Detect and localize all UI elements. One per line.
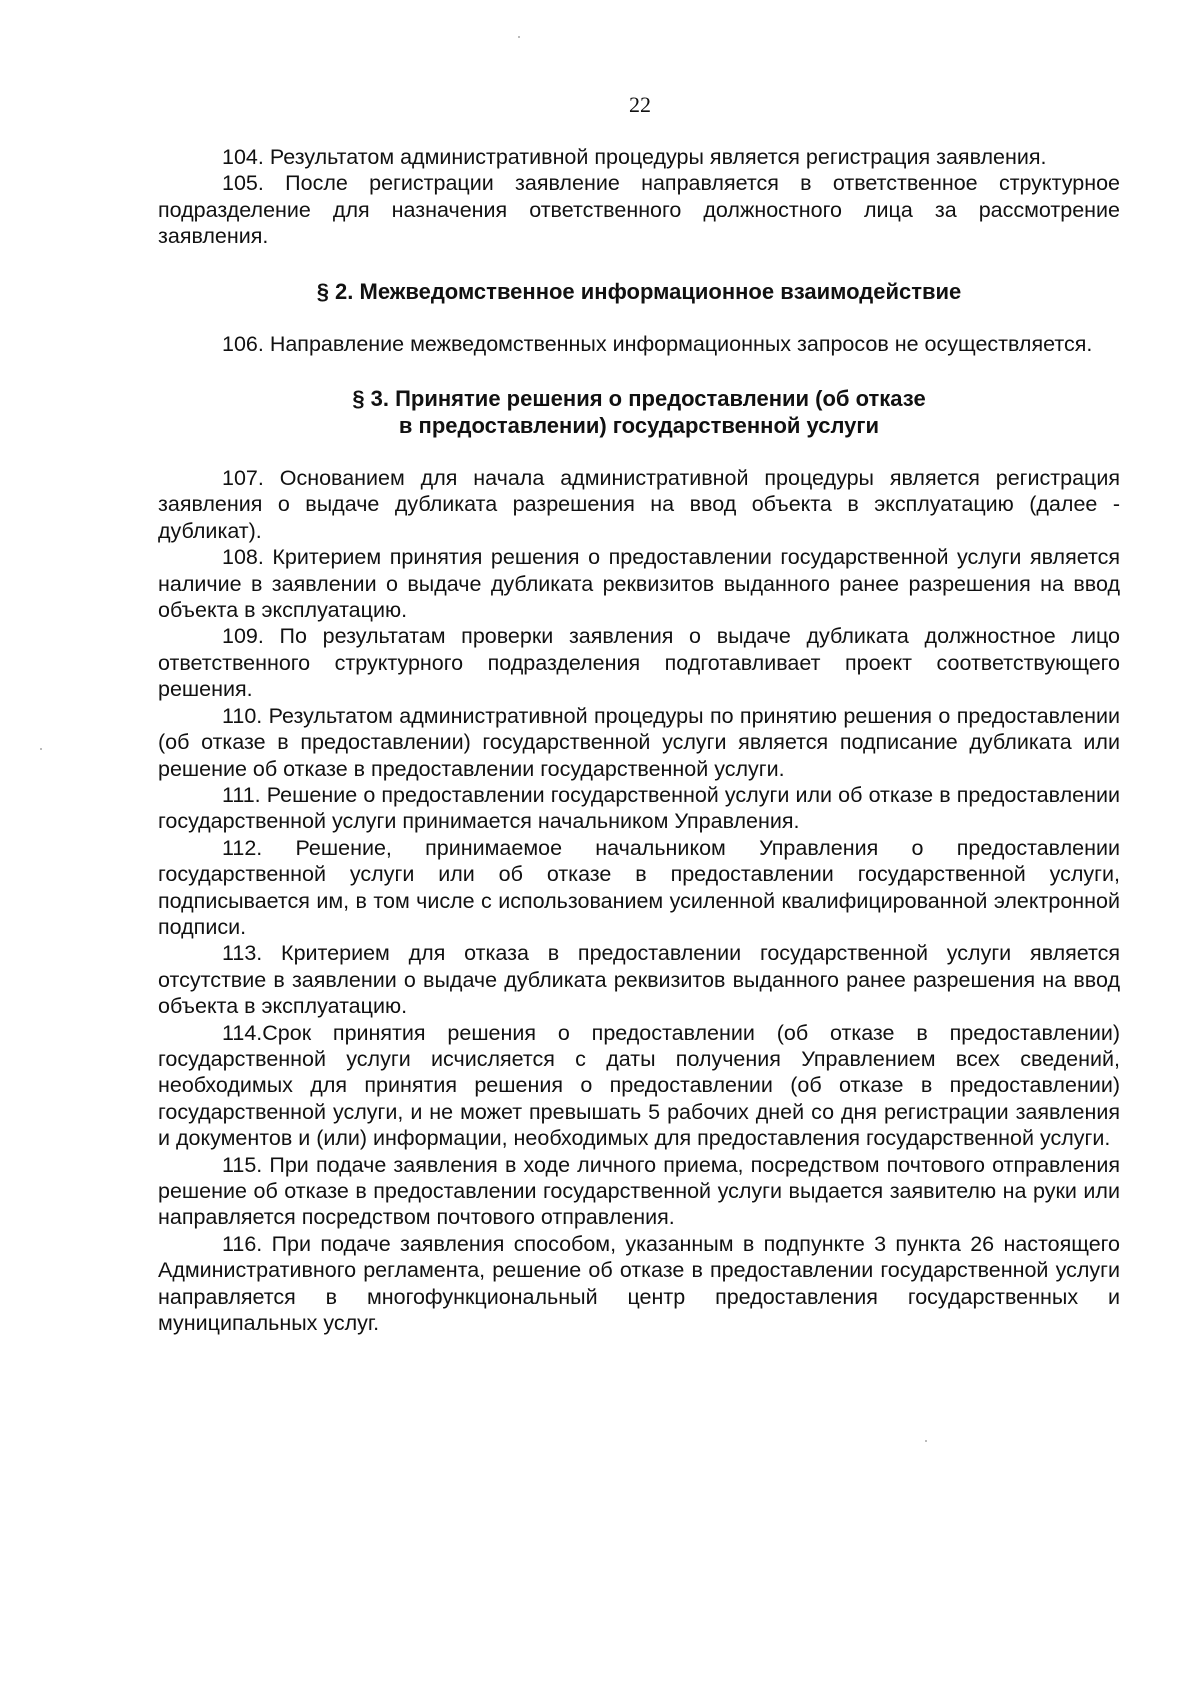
paragraph-113: 113. Критерием для отказа в предоставлении государственной услуги является отсутствие в заявлении о выдаче дубликата реквизитов выданного ранее разрешения на ввод объекта в эксплуатацию. [158,941,1120,1019]
paragraph-107: 107. Основанием для начала административной процедуры является регистрация заявления о выдаче дубликата разрешения на ввод объекта в эксплуатацию (далее - дубликат). [158,466,1120,543]
page-number: 22 [629,92,651,117]
paragraph-111: 111. Решение о предоставлении государственной услуги или об отказе в предоставлении государственной услуги принимается начальником Управления. [158,782,1120,834]
paragraph-112: 112. Решение, принимаемое начальником Управления о предоставлении государственной услуги или об отказе в предоставлении государственной услуги, подписывается им, в том числе с использованием усиленной квалифицированной электронной подписи. [158,835,1120,939]
document-body [158,144,1120,1336]
section-3-heading-line-1: § 3. Принятие решения о предоставлении (об отказе [352,386,926,412]
paragraph-116: 116. При подаче заявления способом, указанным в подпункте 3 пункта 26 настоящего Административного регламента, решение об отказе в предоставлении государственной услуги направляется в многофункциональный центр предоставления государственных и муниципальных услуг. [158,1231,1120,1336]
paragraph-108: 108. Критерием принятия решения о предоставлении государственной услуги является наличие в заявлении о выдаче дубликата реквизитов выданного ранее разрешения на ввод объекта в эксплуатацию. [158,545,1120,623]
section-3-heading-line-2: в предоставлении) государственной услуги [398,413,880,439]
paragraph-115: 115. При подаче заявления в ходе личного приема, посредством почтового отправления решение об отказе в предоставлении государственной услуги выдается заявителю на руки или направляется посредством почтового отправления. [158,1152,1120,1230]
paragraph-110: 110. Результатом административной процедуры по принятию решения о предоставлении (об отказе в предоставлении) государственной услуги является подписание дубликата или решение об отказе в предоставлении государственной услуги. [158,703,1120,781]
paragraph-105: 105. После регистрации заявление направляется в ответственное структурное подразделение для назначения ответственного должностного лица за рассмотрение заявления. [158,171,1120,249]
scan-speck [518,36,520,38]
scan-speck [925,1440,927,1442]
scan-speck [40,748,42,750]
paragraph-106: 106. Направление межведомственных информационных запросов не осуществляется. [222,331,1093,356]
paragraph-109: 109. По результатам проверки заявления о выдаче дубликата должностное лицо ответственного структурного подразделения подготавливает проект соответствующего решения. [158,624,1120,702]
section-2-heading: § 2. Межведомственное информационное взаимодействие [316,278,962,304]
paragraph-104: 104. Результатом административной процедуры является регистрация заявления. [222,145,1047,169]
paragraph-114: 114.Срок принятия решения о предоставлении (об отказе в предоставлении) государственной услуги исчисляется с даты получения Управлением всех сведений, необходимых для принятия решения о предоставлении (об отказе в предоставлении) государственной услуги, и не может превышать 5 рабочих дней со дня регистрации заявления и документов и (или) информации, необходимых для предоставления государственной услуги. [158,1020,1120,1151]
section-3-heading [158,385,1120,439]
